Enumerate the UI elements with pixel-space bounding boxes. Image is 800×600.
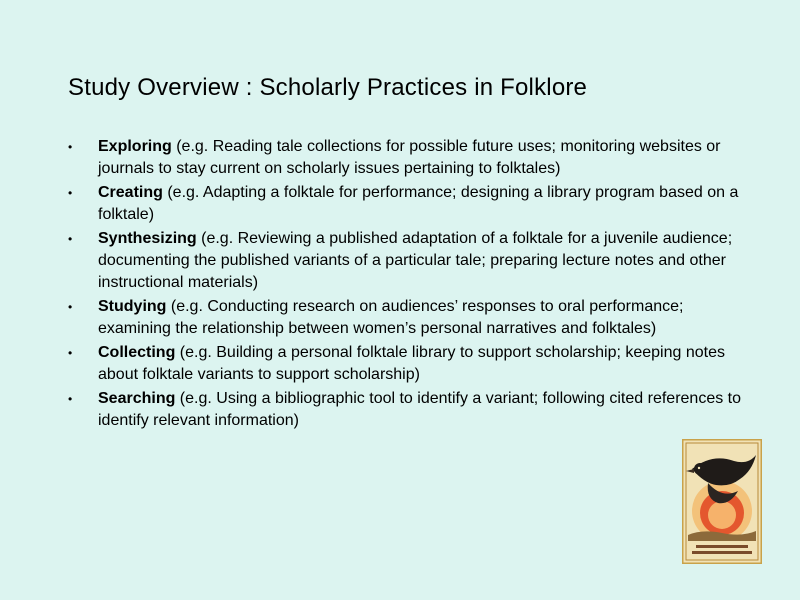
bullet-term: Studying: [98, 298, 167, 315]
bullet-icon: •: [68, 392, 73, 406]
bullet-term: Creating: [98, 184, 163, 201]
slide-title: Study Overview : Scholarly Practices in Folklore: [68, 74, 588, 101]
crow-with-sun-book-cover-icon: [682, 439, 762, 564]
bullet-item-studying: [68, 296, 748, 340]
bullet-item-collecting: [68, 342, 748, 386]
bullet-icon: •: [68, 140, 73, 154]
bullet-text: (e.g. Conducting research on audiences’ responses to oral performance; examining the relationship between women’s personal narratives and folktales): [98, 298, 684, 337]
bullet-text: (e.g. Adapting a folktale for performance; designing a library program based on a folktale): [98, 184, 739, 223]
bullet-icon: •: [68, 232, 73, 246]
bullet-icon: •: [68, 300, 73, 314]
bullet-list: [68, 136, 748, 434]
bullet-item-searching: [68, 388, 748, 432]
bullet-term: Collecting: [98, 344, 176, 361]
bullet-item-creating: [68, 182, 748, 226]
bullet-term: Searching: [98, 390, 176, 407]
bullet-text: (e.g. Using a bibliographic tool to identify a variant; following cited references to identify relevant information): [98, 390, 741, 429]
bullet-term: Exploring: [98, 138, 172, 155]
bullet-text: (e.g. Reading tale collections for possible future uses; monitoring websites or journals to stay current on scholarly issues pertaining to folktales): [98, 138, 721, 177]
bullet-text: (e.g. Reviewing a published adaptation of a folktale for a juvenile audience; documenting the published variants of a particular tale; preparing lecture notes and other instructional materials): [98, 230, 733, 291]
bullet-text: (e.g. Building a personal folktale library to support scholarship; keeping notes about folktale variants to support scholarship): [98, 344, 725, 383]
bullet-icon: •: [68, 186, 73, 200]
bullet-item-synthesizing: [68, 228, 748, 294]
bullet-icon: •: [68, 346, 73, 360]
bullet-item-exploring: [68, 136, 748, 180]
bullet-term: Synthesizing: [98, 230, 197, 247]
